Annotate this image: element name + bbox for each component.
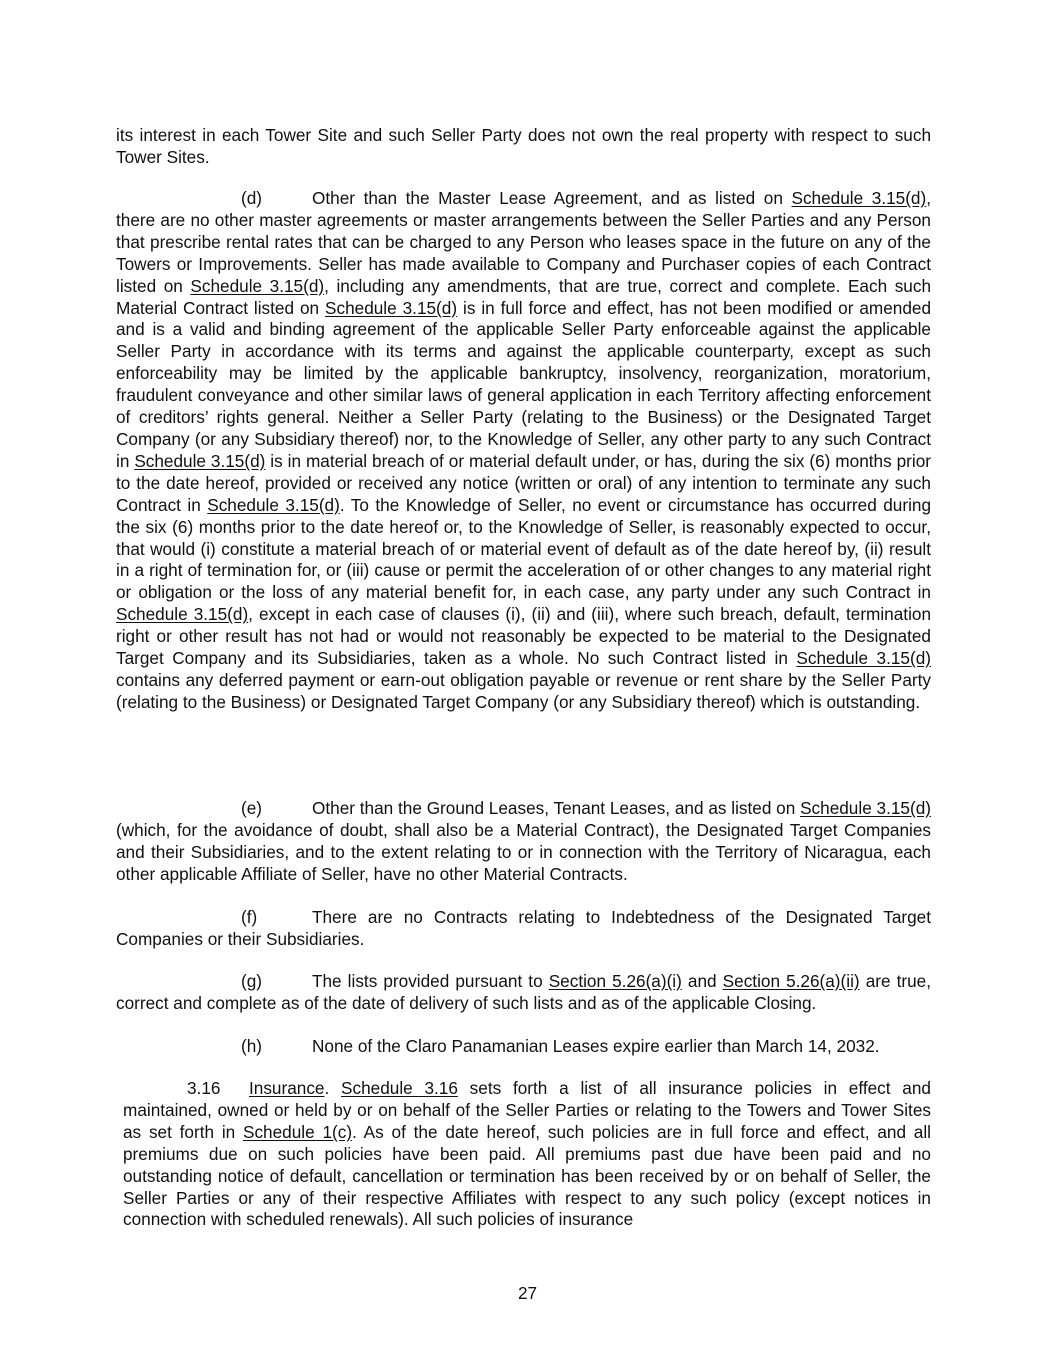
paragraph-d-text: Other than the Master Lease Agreement, and as listed on [312, 188, 792, 208]
paragraph-g-text: and [681, 971, 723, 991]
section-3-16 [123, 1078, 931, 1231]
schedule-link[interactable]: Schedule 1(c) [243, 1121, 353, 1142]
paragraph-h-text: None of the Claro Panamanian Leases expire earlier than March 14, 2032. [312, 1036, 880, 1056]
section-3-16-text: sets forth a list of all insurance policies in effect and maintained, owned or held by or on behalf of the Seller Parties or relating to the Towers and Tower Sites as set forth in [123, 1078, 931, 1142]
paragraph-d-text: . To the Knowledge of Seller, no event or circumstance has occurred during the six (6) months prior to the date hereof or, to the Knowledge of Seller, is reasonably expected to occur, that would (i) constitute a material breach of or material event of default as of the date hereof by, (ii) result in a right of termination for, or (iii) cause or permit the acceleration of or other changes to any material right or obligation or the loss of any material benefit for, in each case, any party under any such Contract in [116, 494, 932, 603]
paragraph-d [116, 188, 931, 714]
page-number: 27 [517, 1283, 538, 1303]
paragraph-h-label: (h) [241, 1036, 263, 1056]
section-link[interactable]: Section 5.26(a)(ii) [722, 971, 860, 991]
paragraph-g [116, 971, 931, 1015]
paragraph-e-label: (e) [241, 798, 263, 818]
paragraph-g-text: are true, correct and complete as of the date of delivery of such lists and as of the applicable Closing. [116, 971, 931, 1013]
paragraph-d-text: is in material breach of or material default under, or has, during the six (6) months prior to the date hereof, provided or received any notice (written or oral) of any intention to terminate any such Contract in [116, 450, 931, 515]
paragraph-g-text: The lists provided pursuant to [312, 971, 549, 991]
paragraph-e [116, 798, 931, 886]
continuation-text: its interest in each Tower Site and such Seller Party does not own the real property with respect to such Tower Sites. [116, 125, 931, 167]
paragraph-d-text: contains any deferred payment or earn-out obligation payable or revenue or rent share by the Seller Party (relating to the Business) or Designated Target Company (or any Subsidiary thereof) which is outstanding. [116, 669, 931, 712]
paragraph-d-text: is in full force and effect, has not been modified or amended and is a valid and binding agreement of the applicable Seller Party enforceable against the applicable Seller Party in accordance with its terms and against the applicable counterparty, except as such enforceability may be limited by the applicable bankruptcy, insolvency, reorganization, moratorium, fraudulent conveyance and other similar laws of general application in each Territory affecting enforcement of creditors’ rights general. Neither a Seller Party (relating to the Business) or the Designated Target Company (or any Subsidiary thereof) nor, to the Knowledge of Seller, any other party to any such Contract in [116, 297, 932, 471]
section-3-16-text: . [324, 1078, 342, 1098]
paragraph-e-text: Other than the Ground Leases, Tenant Leases, and as listed on [312, 798, 801, 818]
paragraph-f [116, 907, 931, 951]
schedule-link[interactable]: Schedule 3.15(d) [190, 275, 325, 296]
schedule-link[interactable]: Schedule 3.15(d) [116, 604, 249, 625]
schedule-link[interactable]: Schedule 3.15(d) [134, 450, 266, 471]
schedule-link[interactable]: Schedule 3.15(d) [325, 297, 458, 318]
schedule-link[interactable]: Schedule 3.15(d) [796, 648, 931, 669]
continuation-paragraph [116, 125, 931, 169]
schedule-link[interactable]: Schedule 3.15(d) [791, 188, 927, 208]
schedule-link[interactable]: Schedule 3.15(d) [800, 798, 931, 818]
paragraph-g-label: (g) [241, 971, 263, 991]
schedule-link[interactable]: Schedule 3.16 [341, 1078, 458, 1098]
paragraph-h [116, 1036, 931, 1058]
section-3-16-text: . As of the date hereof, such policies are in full force and effect, and all premiums due on such policies have been paid. All premiums past due have been paid and no outstanding notice of default, cancellation or termination has been received by or on behalf of Seller, the Seller Parties or any of their respective Affiliates with respect to any such policy (except notices in connection with scheduled renewals). All such policies of insurance [123, 1121, 932, 1230]
paragraph-d-text: , except in each case of clauses (i), (ii) and (iii), where such breach, default, termination right or other result has not had or would not reasonably be expected to be material to the Designated Target Company and its Subsidiaries, taken as a whole. No such Contract listed in [116, 604, 932, 669]
paragraph-d-text: , including any amendments, that are true, correct and complete. Each such Material Contract listed on [116, 275, 932, 318]
paragraph-d-label: (d) [241, 188, 263, 208]
paragraph-f-text: There are no Contracts relating to Indebtedness of the Designated Target Companies or their Subsidiaries. [116, 907, 931, 949]
paragraph-d-text: , there are no other master agreements or master arrangements between the Seller Parties and any Person that prescribe rental rates that can be charged to any Person who leases space in the future on any of the Towers or Improvements. Seller has made available to Company and Purchaser copies of each Contract listed on [116, 188, 931, 296]
paragraph-f-label: (f) [241, 907, 258, 927]
schedule-link[interactable]: Schedule 3.15(d) [207, 494, 340, 515]
section-3-16-number: 3.16 [187, 1078, 221, 1098]
paragraph-e-text: (which, for the avoidance of doubt, shall also be a Material Contract), the Designated Target Companies and their Subsidiaries, and to the extent relating to or in connection with the Territory of Nicaragua, each other applicable Affiliate of Seller, have no other Material Contracts. [116, 819, 931, 884]
section-link[interactable]: Section 5.26(a)(i) [548, 971, 682, 991]
section-3-16-heading: Insurance [249, 1078, 325, 1098]
